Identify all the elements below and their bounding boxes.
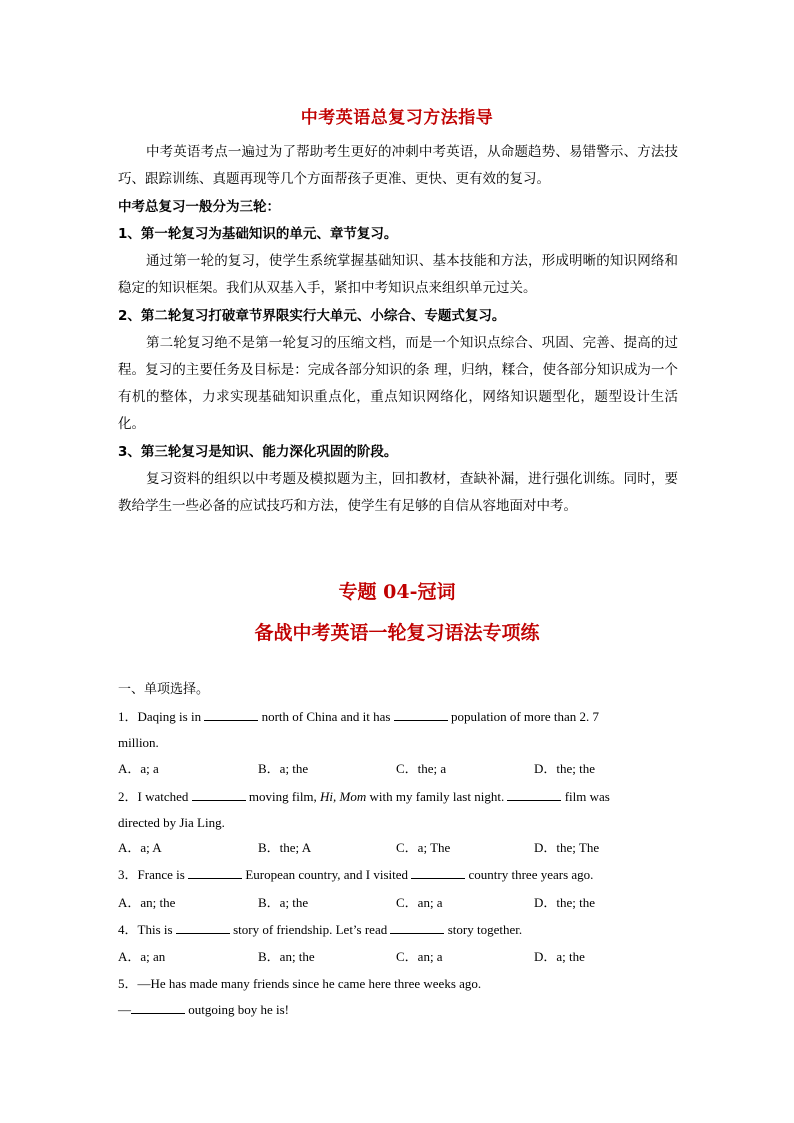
option-c: C．an; a — [396, 949, 443, 964]
option-b: B．an; the — [258, 949, 315, 964]
question-number: 4． — [118, 922, 138, 937]
option-a: A．a; an — [118, 949, 166, 964]
topic-subtitle: 备战中考英语一轮复习语法专项练 — [254, 622, 540, 644]
option-a: A．a; a — [118, 761, 159, 776]
question-3: 3．France is European country, and I visited country three years ago. — [118, 867, 594, 882]
guide-overview: 中考总复习一般分为三轮： — [118, 199, 280, 215]
question-2-options — [118, 835, 678, 861]
guide-title: 中考英语总复习方法指导 — [300, 108, 494, 128]
answer-blank — [390, 921, 444, 934]
question-number: 5． — [118, 976, 138, 991]
answer-blank — [507, 788, 561, 801]
round2-text: 第二轮复习绝不是第一轮复习的压缩文档，而是一个知识点综合、巩固、完善、提高的过程。复习的主要任务及目标是：完成各部分知识的条 理，归纳，糅合，使各部分知识成为一个有机的整体，力求实现基础知识重点化，重点知识网络化，网络知识题型化，题型设计生活化。 — [118, 335, 678, 432]
answer-blank — [131, 1001, 185, 1014]
option-c: C．a; The — [396, 840, 451, 855]
option-d: D．a; the — [534, 949, 585, 964]
answer-blank — [204, 708, 258, 721]
round2-heading: 2、第二轮复习打破章节界限实行大单元、小综合、专题式复习。 — [118, 308, 506, 324]
question-3-options — [118, 890, 678, 916]
option-c: C．an; a — [396, 895, 443, 910]
option-b: B．the; A — [258, 840, 312, 855]
option-b: B．a; the — [258, 761, 309, 776]
option-a: A．a; A — [118, 840, 162, 855]
option-b: B．a; the — [258, 895, 309, 910]
round3-heading: 3、第三轮复习是知识、能力深化巩固的阶段。 — [118, 444, 398, 460]
question-1-options — [118, 756, 678, 782]
question-4: 4．This is story of friendship. Let’s read story together. — [118, 922, 523, 937]
film-title: Hi, Mom — [320, 789, 367, 804]
question-number: 3． — [118, 867, 138, 882]
answer-blank — [188, 866, 242, 879]
question-1: 1．Daqing is in north of China and it has population of more than 2. 7 million. — [118, 709, 600, 750]
answer-blank — [394, 708, 448, 721]
question-4-options — [118, 944, 678, 970]
round1-text: 通过第一轮的复习，使学生系统掌握基础知识、基本技能和方法，形成明晰的知识网络和稳定的知识框架。我们从双基入手，紧扣中考知识点来组织单元过关。 — [118, 253, 678, 296]
answer-blank — [411, 866, 465, 879]
question-number: 2． — [118, 789, 138, 804]
round3-text: 复习资料的组织以中考题及模拟题为主，回扣教材，查缺补漏，进行强化训练。同时，要教给学生一些必备的应试技巧和方法，使学生有足够的自信从容地面对中考。 — [118, 471, 678, 514]
answer-blank — [176, 921, 230, 934]
question-number: 1． — [118, 709, 138, 724]
option-d: D．the; The — [534, 840, 600, 855]
guide-intro: 中考英语考点一遍过为了帮助考生更好的冲刺中考英语，从命题趋势、易错警示、方法技巧、跟踪训练、真题再现等几个方面帮孩子更准、更快、更有效的复习。 — [118, 144, 678, 187]
option-d: D．the; the — [534, 895, 596, 910]
option-d: D．the; the — [534, 761, 596, 776]
question-2: 2．I watched moving film, Hi, Mom with my family last night. film was directed by Jia Ling. — [118, 789, 610, 830]
answer-blank — [192, 788, 246, 801]
question-5: 5．—He has made many friends since he came here three weeks ago. — outgoing boy he is! — [118, 976, 482, 1017]
section-heading: 一、单项选择。 — [118, 682, 210, 697]
option-c: C．the; a — [396, 761, 447, 776]
topic-title: 专题 04-冠词 — [338, 581, 456, 603]
option-a: A．an; the — [118, 895, 176, 910]
round1-heading: 1、第一轮复习为基础知识的单元、章节复习。 — [118, 226, 398, 242]
